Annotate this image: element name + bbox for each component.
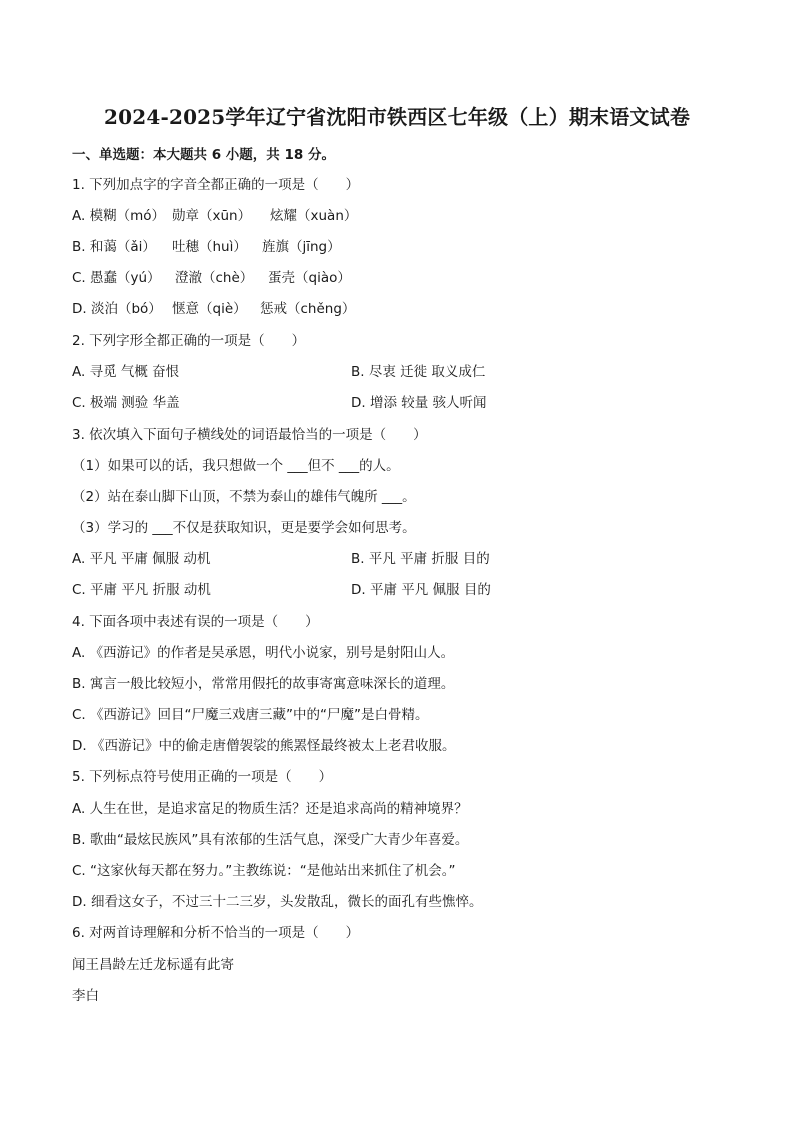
question-5-stem: 5. 下列标点符号使用正确的一项是（ ）	[72, 769, 333, 785]
poem-author: 李白	[72, 988, 99, 1004]
option-c-item-2: 澄澈（chè）	[175, 270, 254, 286]
question-2-option-a: A. 寻觅 气概 奋恨	[72, 364, 180, 380]
question-3-option-b: B. 平凡 平庸 折服 目的	[351, 551, 490, 567]
option-a-item-2: 勋章（xūn）	[172, 208, 252, 224]
option-d-item-1: D. 淡泊（bó）	[72, 301, 162, 317]
question-3-option-d: D. 平庸 平凡 佩服 目的	[351, 582, 491, 598]
question-4-option-a: A. 《西游记》的作者是吴承恩，明代小说家，别号是射阳山人。	[72, 645, 455, 661]
question-5-option-d: D. 细看这女子，不过三十二三岁，头发散乱，微长的面孔有些憔悴。	[72, 894, 483, 910]
option-d-item-3: 惩戒（chěng）	[260, 301, 356, 317]
question-4-option-c: C. 《西游记》回目“尸魔三戏唐三藏”中的“尸魔”是白骨精。	[72, 707, 429, 723]
question-1-option-c	[72, 268, 351, 288]
question-3-option-a: A. 平凡 平庸 佩服 动机	[72, 551, 211, 567]
option-b-item-1: B. 和蔼（ǎi）	[72, 239, 156, 255]
question-2-option-c: C. 极端 测验 华盖	[72, 395, 180, 411]
option-b-item-2: 吐穗（huì）	[172, 239, 247, 255]
option-c-item-1: C. 愚蠢（yú）	[72, 270, 161, 286]
question-2-stem: 2. 下列字形全都正确的一项是（ ）	[72, 333, 306, 349]
question-4-stem: 4. 下面各项中表述有误的一项是（ ）	[72, 614, 319, 630]
question-5-option-a: A. 人生在世，是追求富足的物质生活？还是追求高尚的精神境界？	[72, 801, 468, 817]
question-2-option-b: B. 尽衷 迁徙 取义成仁	[351, 364, 486, 380]
question-6-stem: 6. 对两首诗理解和分析不恰当的一项是（ ）	[72, 925, 360, 941]
question-3-sentence-1: （1）如果可以的话，我只想做一个 ___但不 ___的人。	[72, 458, 400, 474]
question-3-sentence-2: （2）站在泰山脚下山顶，不禁为泰山的雄伟气魄所 ___。	[72, 489, 416, 505]
section-heading: 一、单选题：本大题共 6 小题，共 18 分。	[72, 147, 335, 163]
question-4-option-d: D. 《西游记》中的偷走唐僧袈裟的熊罴怪最终被太上老君收服。	[72, 738, 456, 754]
poem-title: 闻王昌龄左迁龙标遥有此寄	[72, 957, 234, 973]
option-c-item-3: 蛋壳（qiào）	[268, 270, 351, 286]
question-1-option-a	[72, 206, 357, 226]
option-a-item-3: 炫耀（xuàn）	[270, 208, 358, 224]
question-5-option-b: B. 歌曲“最炫民族风”具有浓郁的生活气息，深受广大青少年喜爱。	[72, 832, 469, 848]
question-5-option-c: C. “这家伙每天都在努力。”主教练说：“是他站出来抓住了机会。”	[72, 863, 456, 879]
option-d-item-2: 惬意（qiè）	[172, 301, 247, 317]
question-3-option-c: C. 平庸 平凡 折服 动机	[72, 582, 211, 598]
page-title: 2024-2025学年辽宁省沈阳市铁西区七年级（上）期末语文试卷	[103, 105, 691, 129]
option-a-item-1: A. 模糊（mó）	[72, 208, 165, 224]
question-1-option-d	[72, 299, 355, 319]
option-b-item-3: 旌旗（jīng）	[262, 239, 341, 255]
question-3-sentence-3: （3）学习的 ___不仅是获取知识，更是要学会如何思考。	[72, 520, 416, 536]
question-1-stem: 1. 下列加点字的字音全都正确的一项是（ ）	[72, 177, 360, 193]
question-2-option-d: D. 增添 较量 骇人听闻	[351, 395, 487, 411]
question-3-stem: 3. 依次填入下面句子横线处的词语最恰当的一项是（ ）	[72, 427, 427, 443]
question-4-option-b: B. 寓言一般比较短小，常常用假托的故事寄寓意味深长的道理。	[72, 676, 455, 692]
question-1-option-b	[72, 237, 341, 257]
